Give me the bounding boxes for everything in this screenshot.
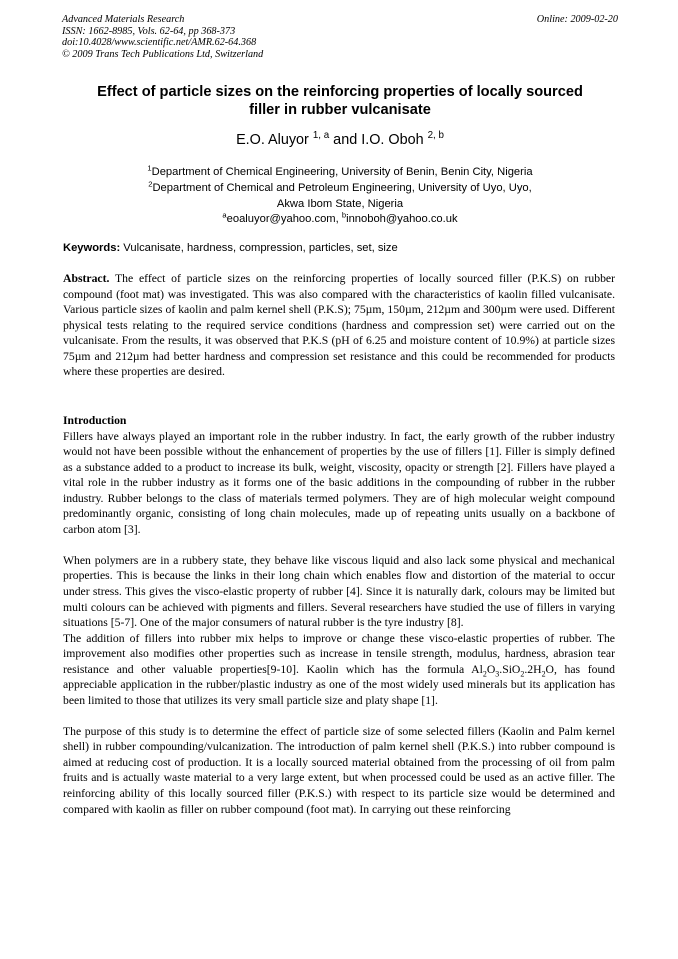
- email-b-mark: b: [341, 210, 347, 220]
- abstract-text: The effect of particle sizes on the reinforcing properties of locally sourced filler (P.K.S) on rubber compound (foot mat) was investigated. This was also compared with the characteristics of kaolin filled vulcanisate. Various particle sizes of kaolin and palm kernel shell (P.K.S); 75µm, 150µm, 212µm and 300µm were used. Different physical tests relating to the required service conditions (hardness and compression set) were carried out on the vulcanisate. From the results, it was observed that P.K.S (pH of 6.25 and moisture content of 10.9%) at particle sizes 75µm and 212µm had better hardness and compression set resistance and this could be recommended for products where these properties are desired.: [63, 272, 615, 379]
- title-line-1: Effect of particle sizes on the reinforcing properties of locally sourced: [97, 84, 583, 100]
- introduction-heading: Introduction: [63, 414, 127, 427]
- affiliation-1-mark: 1: [147, 163, 152, 173]
- p3-text-e: O, has found appreciable application in the rubber/plastic industry as one of the most widely used minerals but its application has been limited to those that utilizes its very small particle size and platy shape [1].: [63, 662, 615, 707]
- author-1-affiliation-mark: 1, a: [312, 130, 330, 142]
- journal-name: Advanced Materials Research: [62, 14, 185, 25]
- keywords-text: Vulcanisate, hardness, compression, particles, set, size: [120, 242, 398, 254]
- email-a-mark: a: [222, 210, 227, 220]
- author-list: [40, 131, 640, 149]
- abstract: [63, 271, 615, 380]
- online-date: Online: 2009-02-20: [536, 14, 618, 25]
- affiliation-1: [40, 165, 640, 181]
- email-a: eoaluyor@yahoo.com,: [226, 213, 342, 226]
- keywords-label: Keywords:: [63, 242, 121, 254]
- journal-header: [62, 14, 618, 60]
- author-1: E.O. Aluyor: [236, 132, 309, 148]
- p3-subscript-4: 2: [541, 669, 546, 679]
- affiliation-2: [40, 181, 640, 197]
- p3-text-d: .2H: [524, 662, 542, 676]
- author-2-affiliation-mark: 2, b: [427, 130, 444, 142]
- p3-text-b: O: [486, 662, 496, 676]
- email-line: [40, 212, 640, 228]
- p3-text-a: The addition of fillers into rubber mix helps to improve or change these visco-elastic properties of rubber. The improvement also modifies other properties such as increase in tensile strength, modulus, hardness, abrasion tear resistance and other valuable properties[9-10]. Kaolin which has the formula Al: [63, 631, 615, 676]
- abstract-label: Abstract.: [63, 272, 110, 285]
- introduction-section: [63, 413, 615, 817]
- title-line-2: filler in rubber vulcanisate: [249, 102, 431, 118]
- affiliation-2-mark: 2: [148, 179, 153, 189]
- p3-subscript-1: 2: [482, 669, 487, 679]
- author-conjunction: and: [329, 132, 362, 148]
- affiliation-2-text: Department of Chemical and Petroleum Engineering, University of Uyo, Uyo,: [152, 181, 532, 194]
- introduction-paragraph-3: [63, 631, 615, 709]
- issn-line: ISSN: 1662-8985, Vols. 62-64, pp 368-373: [62, 25, 236, 37]
- introduction-paragraph-4: The purpose of this study is to determine the effect of particle size of some selected fillers (Kaolin and Palm kernel shell) in rubber compounding/vulcanization. The introduction of palm kernel shell (P.K.S.) into rubber compound is aimed at reducing cost of production. It is a locally sourced material obtained from the processing of oil from palm fruits and is actually waste material to a very large extent, but when processed could be used as an active filler. The reinforcing ability of this locally sourced filler (P.K.S.) with respect to its particle size would be determined and compared with kaolin as filler on rubber compound (foot mat). In carrying out these reinforcing: [63, 724, 615, 816]
- email-b: innoboh@yahoo.co.uk: [346, 213, 458, 226]
- affiliations: [40, 165, 640, 228]
- author-2: I.O. Oboh: [361, 132, 424, 148]
- affiliation-1-text: Department of Chemical Engineering, University of Benin, Benin City, Nigeria: [151, 166, 533, 178]
- keywords: [63, 241, 623, 256]
- p3-text-c: .SiO: [499, 662, 521, 676]
- p3-subscript-3: 2: [520, 669, 525, 679]
- p3-subscript-2: 3: [495, 669, 500, 679]
- copyright-line: © 2009 Trans Tech Publications Ltd, Switzerland: [62, 48, 264, 60]
- paper-title: [40, 83, 640, 119]
- introduction-paragraph-2: When polymers are in a rubbery state, they behave like viscous liquid and also lack some physical and mechanical properties. This is because the links in their long chain which enables flow and distortion of the material to occur under stress. This gives the visco-elastic property of rubber [4]. Since it is naturally dark, colours may be limited but multi colours can be achieved with pigments and fillers. Several researchers have studied the use of fillers in varying situations [5-7]. One of the major consumers of natural rubber is the tyre industry [8].: [63, 553, 615, 630]
- introduction-paragraph-1: Fillers have always played an important role in the rubber industry. In fact, the early growth of the rubber industry would not have been possible without the enhancement of properties by the use of fillers [1]. Filler is simply defined as a substance added to a product to increase its bulk, weight, viscosity, opacity or strength [2]. Fillers have played a vital role in the rubber industry as it forms one of the basic additions in the compounding of rubber in the rubber industry. Rubber belongs to the class of materials termed polymers. They are of high molecular weight compound predominantly organic, consisting of long chain molecules, made up of repeating units usually on a backbone of carbon atom [3].: [63, 429, 615, 536]
- affiliation-2-continued: Akwa Ibom State, Nigeria: [276, 197, 404, 210]
- doi-line: doi:10.4028/www.scientific.net/AMR.62-64.368: [62, 37, 257, 49]
